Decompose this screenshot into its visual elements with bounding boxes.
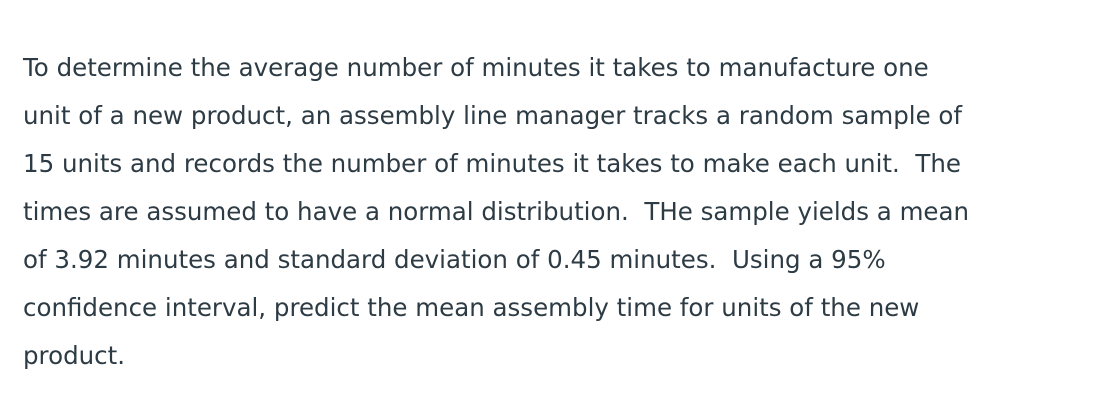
question-line: 15 units and records the number of minutes it takes to make each unit. The xyxy=(23,149,961,178)
question-text xyxy=(23,44,1098,380)
question-line: confidence interval, predict the mean assembly time for units of the new xyxy=(23,293,920,322)
question-line: unit of a new product, an assembly line manager tracks a random sample of xyxy=(23,101,963,130)
question-line: times are assumed to have a normal distribution. THe sample yields a mean xyxy=(23,197,970,226)
question-line: of 3.92 minutes and standard deviation of 0.45 minutes. Using a 95% xyxy=(23,245,886,274)
question-line: To determine the average number of minutes it takes to manufacture one xyxy=(23,53,929,82)
question-line: product. xyxy=(23,341,126,370)
